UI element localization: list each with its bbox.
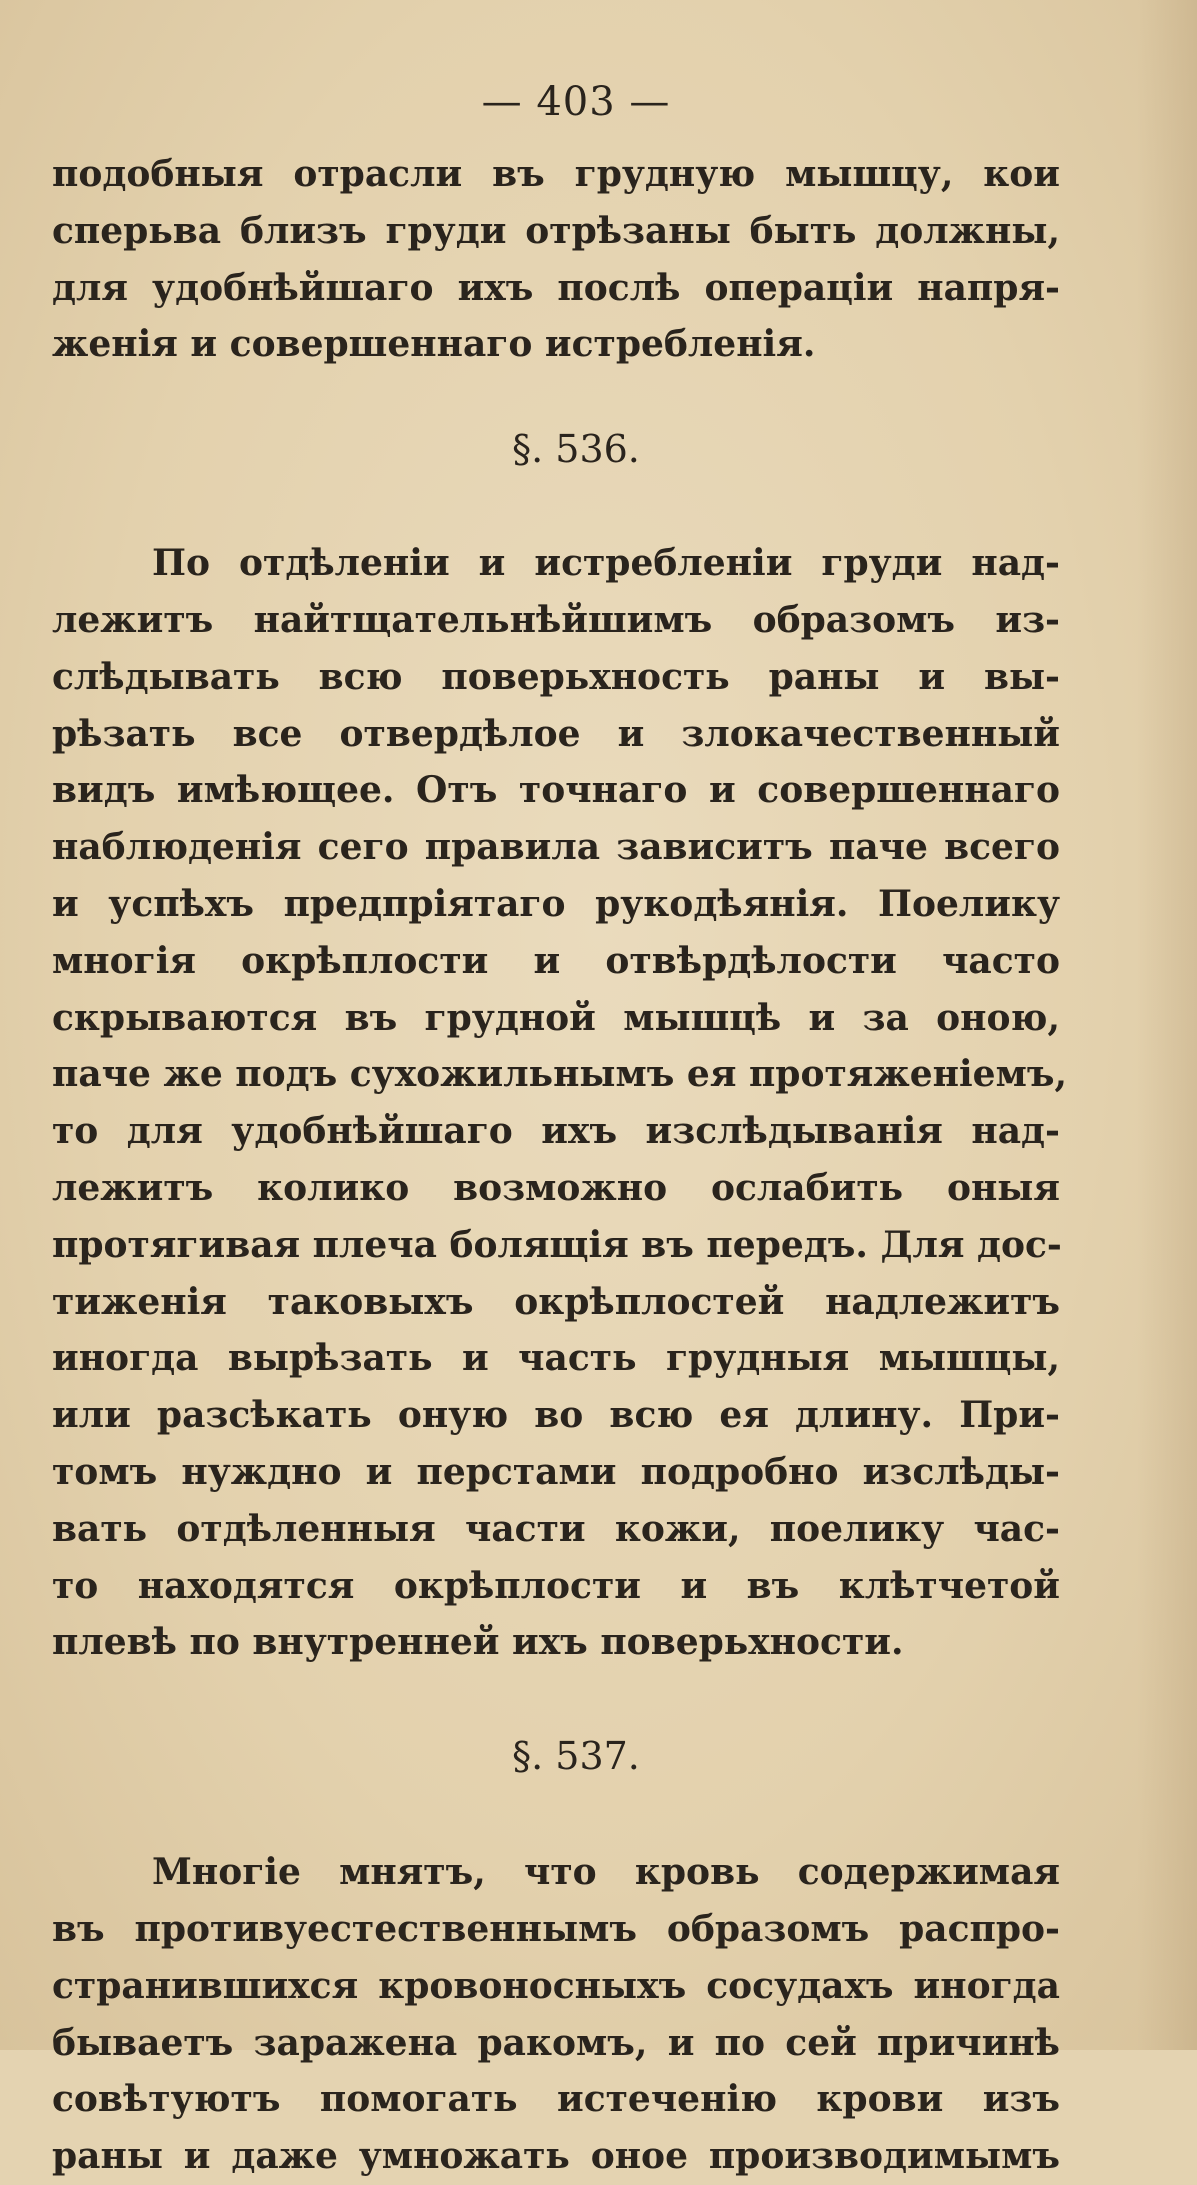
text-line: По отдѣленіи и истребленіи груди над- xyxy=(152,542,1060,585)
text-line: сперьва близъ груди отрѣзаны быть должны, xyxy=(52,209,1060,252)
text-line: то для удобнѣйшаго ихъ изслѣдыванія над- xyxy=(52,1110,1060,1153)
paragraph-continuation xyxy=(52,146,1060,373)
section-537-paragraph xyxy=(52,1844,1060,2185)
text-line: многія окрѣплости и отвѣрдѣлости часто xyxy=(52,939,1060,982)
page-edge-shadow xyxy=(1137,0,1197,2050)
text-line: иногда вырѣзать и часть грудныя мышцы, xyxy=(52,1337,1060,1380)
text-line: бываетъ заражена ракомъ, и по сей причинѣ xyxy=(52,2021,1060,2064)
text-line: лежитъ колико возможно ослабить оныя xyxy=(52,1166,1060,1209)
text-line: въ противуестественнымъ образомъ распро- xyxy=(52,1907,1060,1950)
text-line: Многіе мнятъ, что кровь содержимая xyxy=(152,1851,1060,1894)
section-536-heading: §. 536. xyxy=(512,427,640,472)
text-line: томъ нуждно и перстами подробно изслѣды- xyxy=(52,1450,1060,1493)
text-line: протягивая плеча болящія въ передъ. Для дос- xyxy=(52,1223,1062,1266)
text-line: или разсѣкать оную во всю ея длину. При- xyxy=(52,1394,1060,1437)
text-line: раны и даже умножать оное производимымъ xyxy=(52,2135,1060,2178)
text-line: и успѣхъ предпріятаго рукодѣянія. Поелику xyxy=(52,882,1060,925)
text-line: плевѣ по внутренней ихъ поверьхности. xyxy=(52,1621,904,1664)
text-line: вать отдѣленныя части кожи, поелику час- xyxy=(52,1507,1060,1550)
text-line: скрываются въ грудной мышцѣ и за оною, xyxy=(52,996,1060,1039)
text-line: рѣзать все отвердѣлое и злокачественный xyxy=(52,712,1060,755)
page-content xyxy=(52,78,1067,2185)
text-line: женія и совершеннаго истребленія. xyxy=(52,323,816,366)
text-line: странившихся кровоносныхъ сосудахъ иногда xyxy=(52,1964,1060,2007)
text-line: тиженія таковыхъ окрѣплостей надлежитъ xyxy=(52,1280,1060,1323)
text-line: совѣтуютъ помогать истеченію крови изъ xyxy=(52,2078,1060,2121)
text-line: для удобнѣйшаго ихъ послѣ операціи напря- xyxy=(52,266,1060,309)
page-number: — 403 — xyxy=(481,79,671,125)
section-536-paragraph xyxy=(52,535,1067,1671)
text-line: лежитъ найтщательнѣйшимъ образомъ из- xyxy=(52,598,1060,641)
text-line: видъ имѣющее. Отъ точнаго и совершеннаго xyxy=(52,769,1060,812)
text-line: подобныя отрасли въ грудную мышцу, кои xyxy=(52,153,1060,195)
text-line: паче же подъ сухожильнымъ ея протяженіемъ, xyxy=(52,1053,1067,1096)
section-537-heading: §. 537. xyxy=(512,1734,640,1779)
text-line: то находятся окрѣплости и въ клѣтчетой xyxy=(52,1564,1060,1607)
text-line: наблюденія сего правила зависитъ паче всего xyxy=(52,826,1060,869)
text-line: слѣдывать всю поверьхность раны и вы- xyxy=(52,655,1060,698)
